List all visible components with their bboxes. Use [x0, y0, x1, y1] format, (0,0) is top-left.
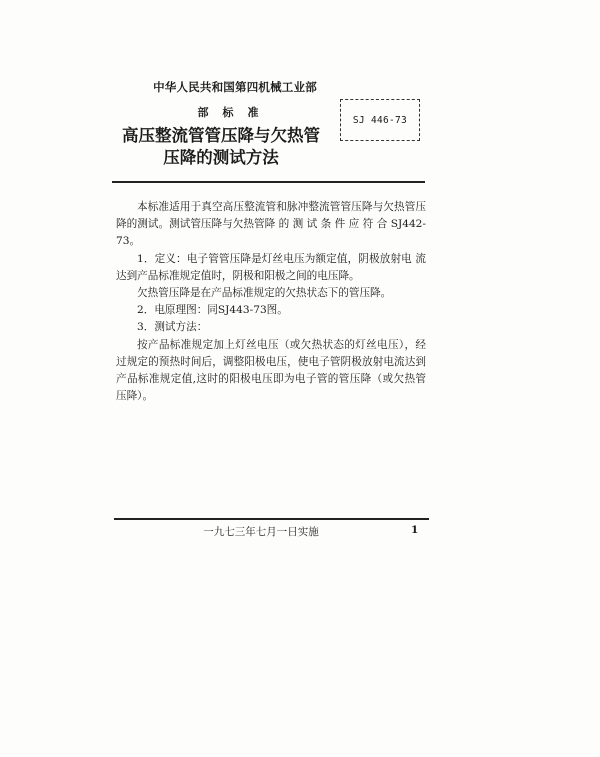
body-text: [116, 199, 426, 405]
page-number: 1: [411, 524, 419, 536]
top-divider: [112, 181, 425, 183]
paragraph-circuit-diagram: 2．电原理图：同SJ443-73图。: [137, 304, 288, 317]
bottom-divider: [114, 518, 429, 520]
issuing-ministry: 中华人民共和国第四机械工业部: [153, 80, 317, 94]
paragraph-definition: 1．定义：电子管管压降是灯丝电压为额定值，阴极放射电 流 达到产品标准规定值时，阴极和阳极之间的电压降。: [116, 252, 426, 282]
document-title: [110, 125, 332, 169]
standard-code: SJ 446-73: [352, 114, 408, 126]
paragraph-scope: 本标准适用于真空高压整流管和脉冲整流管管压降与欠热管压降的测试。测试管压降与欠热管降 的 测 试 条 件 应 符 合 SJ442-73。: [116, 201, 426, 248]
standard-code-box: [340, 99, 420, 141]
effective-date: 一九七三年七月一日实施: [203, 526, 319, 538]
title-line-2: 压降的测试方法: [163, 148, 279, 167]
paragraph-test-method: 按产品标准规定加上灯丝电压（或欠热状态的灯丝电压），经过规定的预热时间后，调整阳极电压，使电子管阴极放射电流达到产品标准规定值,这时的阳极电压即为电子管的管压降（或欠热管压降）。: [116, 338, 426, 403]
standard-type: 部标准: [197, 106, 273, 119]
title-line-1: 高压整流管管压降与欠热管: [122, 126, 320, 145]
paragraph-test-method-heading: 3．测试方法：: [137, 321, 208, 334]
paragraph-underheat-definition: 欠热管压降是在产品标准规定的欠热状态下的管压降。: [137, 287, 392, 300]
